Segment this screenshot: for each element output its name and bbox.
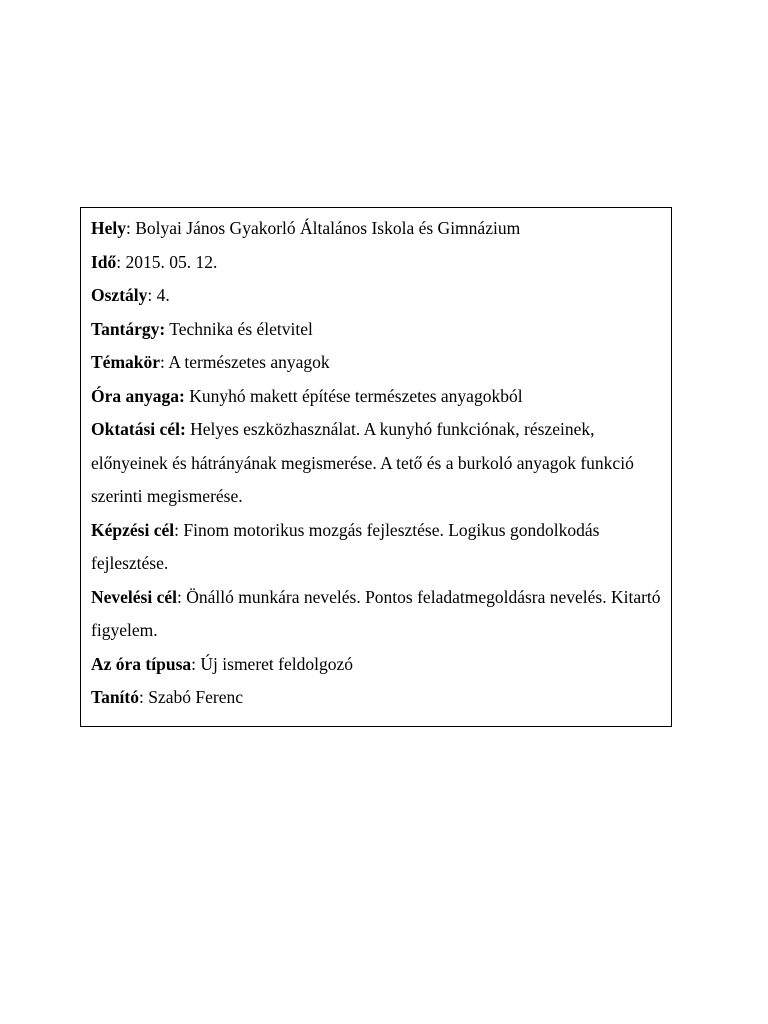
field-separator: : (126, 218, 136, 238)
field-label: Az óra típusa (91, 653, 192, 674)
field-separator: : (160, 352, 169, 372)
field-separator: : (139, 687, 149, 707)
field-label: Témakör (91, 352, 161, 372)
field-label: Osztály (91, 285, 148, 305)
field-value: 2015. 05. 12. (125, 251, 218, 272)
field-tantargy (91, 313, 661, 347)
field-label: Hely (91, 218, 126, 238)
field-separator: : (116, 251, 126, 272)
lesson-info-box (80, 207, 672, 727)
field-oktatasi-cel (91, 413, 661, 514)
field-value: Önálló munkára nevelés. Pontos feladatmegoldásra nevelés. Kitartó figyelem. (91, 586, 661, 640)
field-label: Tantárgy: (91, 318, 166, 339)
field-ora-anyaga (91, 380, 661, 414)
field-value: Kunyhó makett építése természetes anyagokból (189, 385, 523, 406)
field-separator: : (147, 285, 157, 305)
field-value: Technika és életvitel (169, 318, 313, 339)
field-label: Oktatási cél: (91, 419, 186, 439)
field-value: Szabó Ferenc (148, 687, 244, 707)
field-value: A természetes anyagok (168, 352, 330, 372)
field-separator: : (191, 653, 201, 674)
field-label: Óra anyaga: (91, 385, 185, 406)
field-ido (91, 246, 661, 280)
field-temakor (91, 346, 661, 380)
field-tanito (91, 681, 661, 715)
field-nevelesi-cel (91, 581, 661, 648)
field-hely (91, 212, 661, 246)
field-osztaly (91, 279, 661, 313)
field-label: Nevelési cél (91, 586, 177, 607)
field-separator: : (174, 519, 184, 540)
field-value: Új ismeret feldolgozó (200, 653, 353, 674)
field-value: Bolyai János Gyakorló Általános Iskola és Gimnázium (135, 218, 521, 238)
field-value: 4. (156, 285, 170, 305)
field-ora-tipusa (91, 648, 661, 682)
field-label: Idő (91, 251, 117, 272)
field-label: Tanító (91, 687, 139, 707)
field-value: Helyes eszközhasználat. A kunyhó funkciónak, részeinek, előnyeinek és hátrányának megismerése. A tető és a burkoló anyagok funkció szerinti megismerése. (91, 419, 634, 506)
field-value: Finom motorikus mozgás fejlesztése. Logikus gondolkodás fejlesztése. (91, 519, 600, 573)
field-separator: : (177, 586, 187, 607)
field-kepzesi-cel (91, 514, 661, 581)
field-label: Képzési cél (91, 519, 175, 540)
